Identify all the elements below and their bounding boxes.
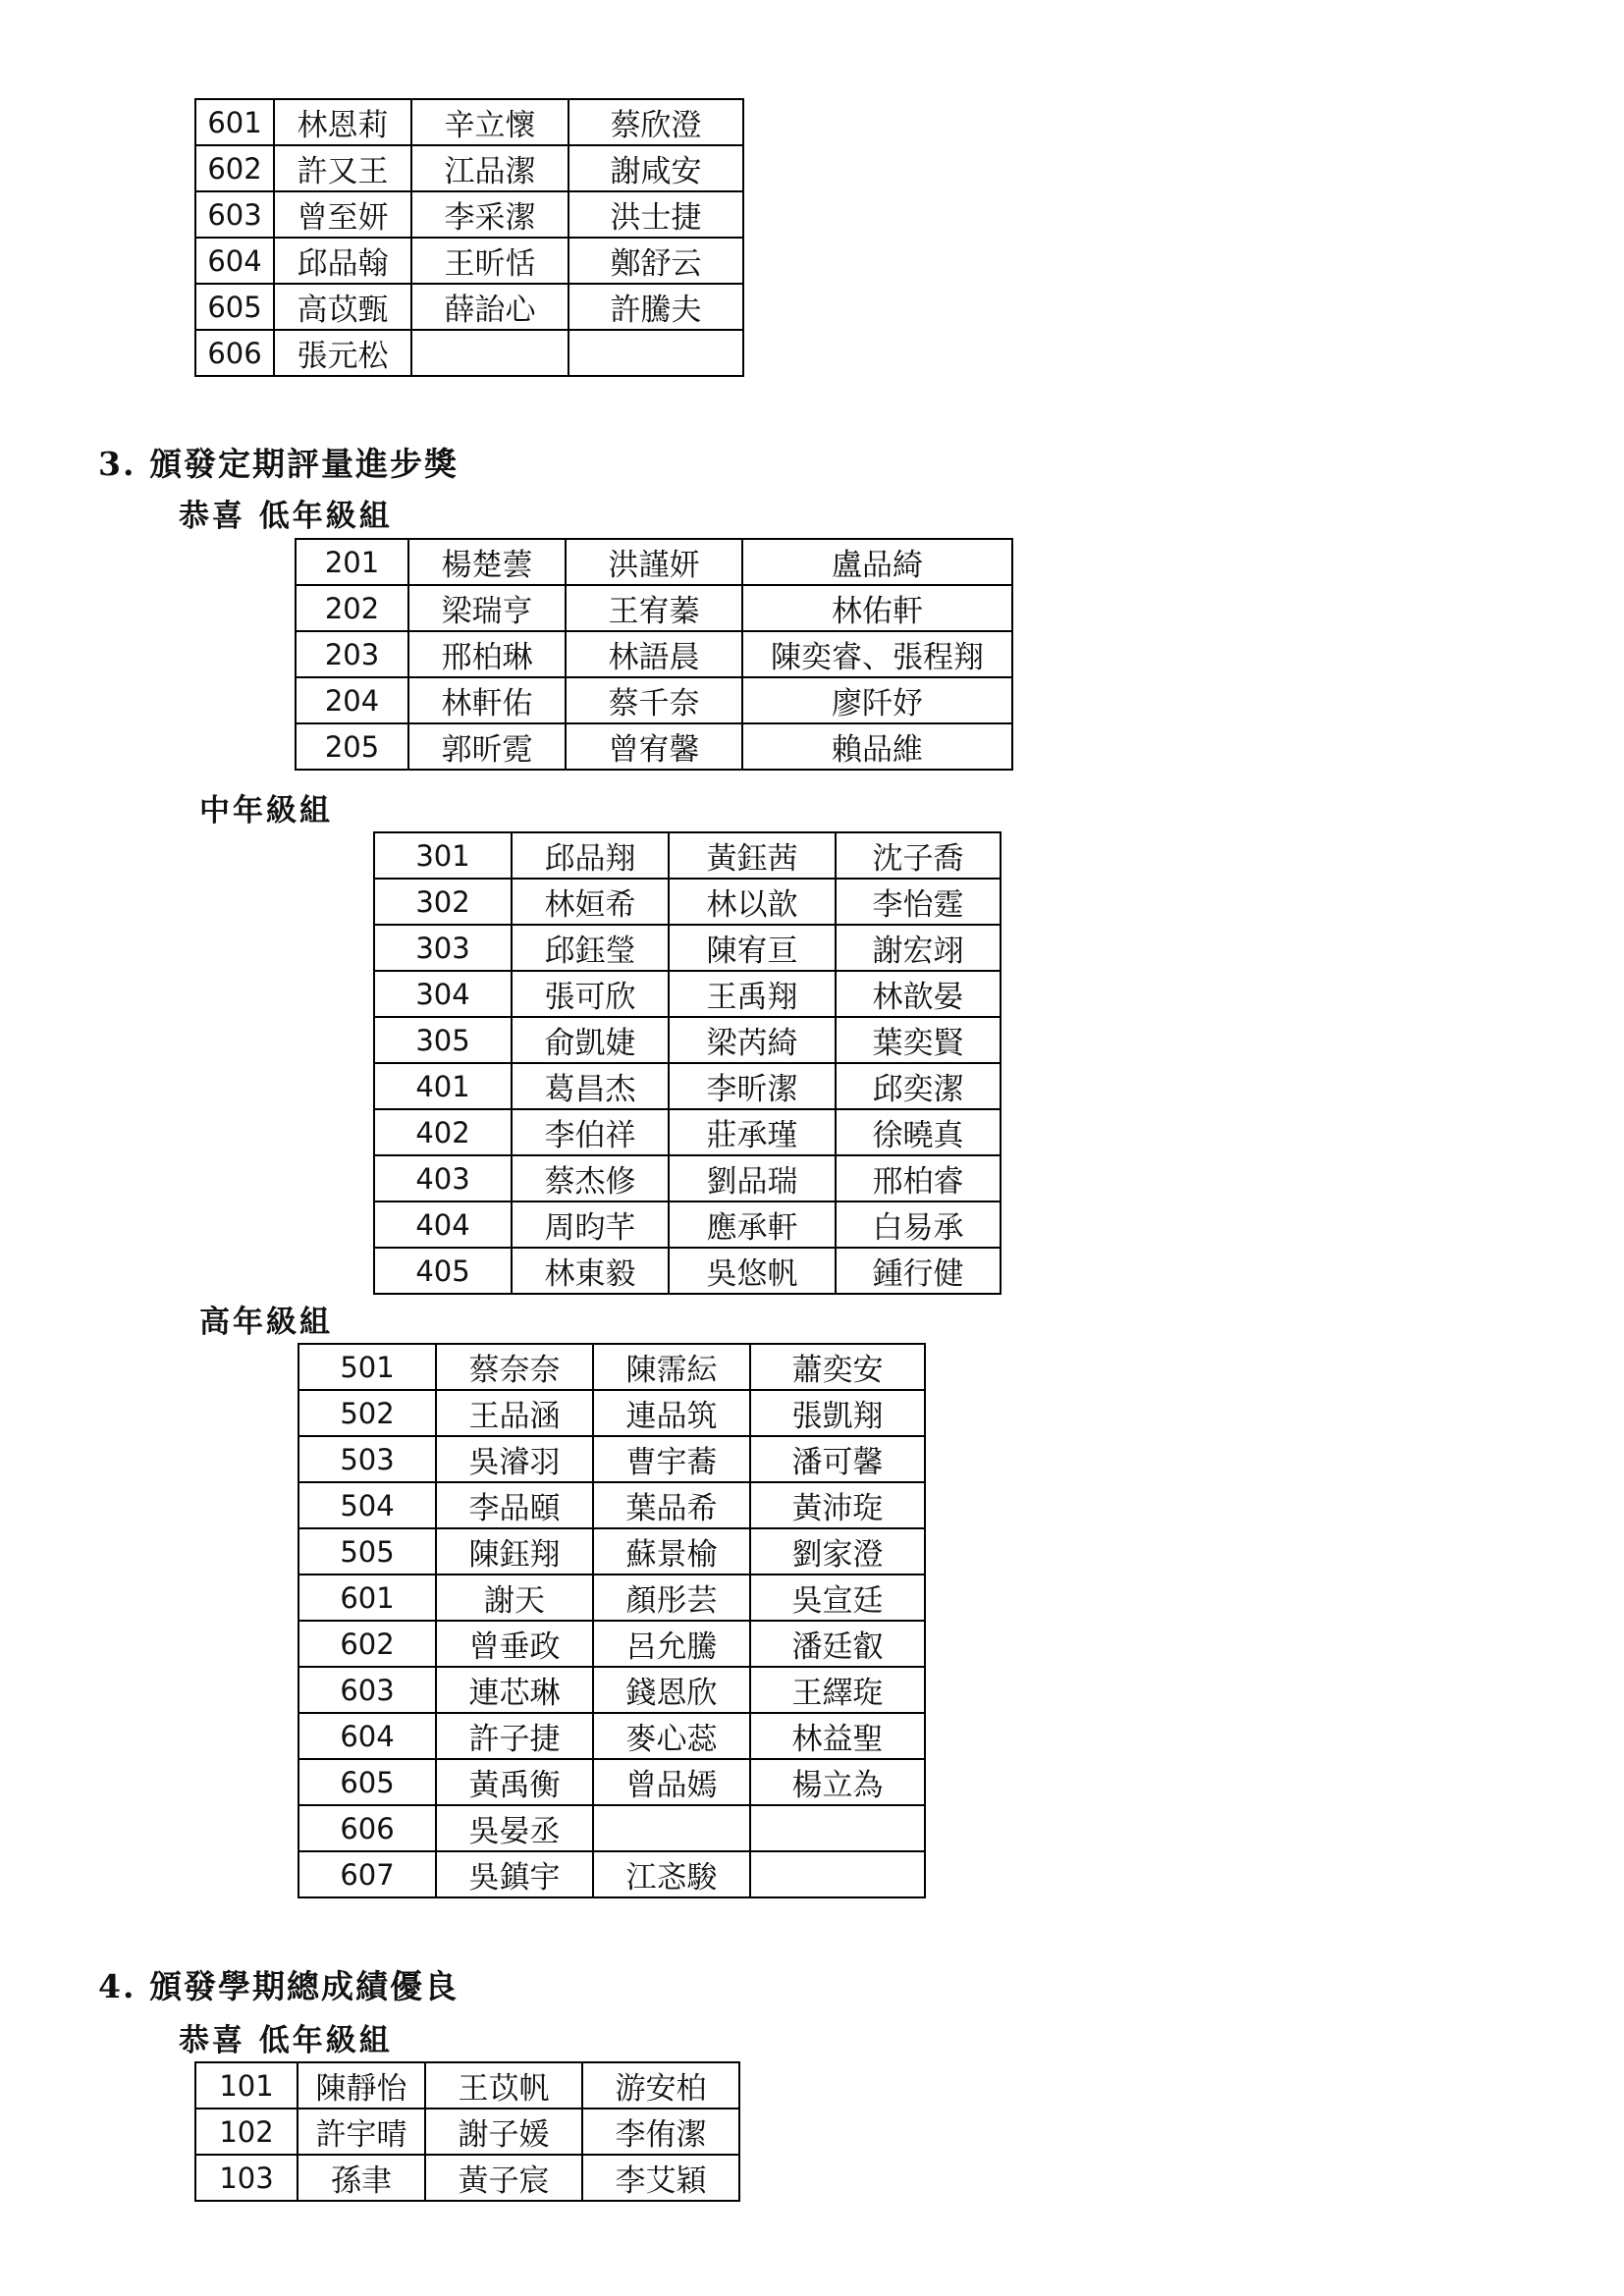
student-name-cell: 莊承瑾 — [669, 1109, 836, 1155]
section-3-low-grade-label: 恭喜 低年級組 — [179, 499, 393, 534]
class-number-cell: 404 — [374, 1201, 512, 1248]
student-name-cell: 王昕恬 — [411, 238, 568, 284]
student-name-cell: 賴品維 — [742, 723, 1012, 770]
section-3-mid-grade-label: 中年級組 — [199, 793, 333, 828]
table-row — [298, 1575, 925, 1621]
class-number-cell: 405 — [374, 1248, 512, 1294]
student-name-cell: 林語晨 — [566, 631, 742, 677]
table-row — [298, 1759, 925, 1805]
student-name-cell: 盧品綺 — [742, 539, 1012, 585]
student-name-cell: 沈子喬 — [836, 832, 1001, 879]
class-number-cell: 504 — [298, 1482, 436, 1528]
section-3-heading: 3. 頒發定期評量進步獎 — [98, 445, 459, 483]
student-name-cell: 潘廷叡 — [750, 1621, 925, 1667]
table-row — [374, 1063, 1001, 1109]
student-name-cell: 楊楚蕓 — [408, 539, 566, 585]
table-row — [374, 1017, 1001, 1063]
student-name-cell: 梁瑞亨 — [408, 585, 566, 631]
class-number-cell: 601 — [298, 1575, 436, 1621]
table-row — [298, 1621, 925, 1667]
table-row — [296, 723, 1012, 770]
student-name-cell: 蔡千奈 — [566, 677, 742, 723]
table-row — [374, 971, 1001, 1017]
student-name-cell: 蔡杰修 — [512, 1155, 669, 1201]
student-name-cell: 江品潔 — [411, 145, 568, 191]
student-name-cell: 林益聖 — [750, 1713, 925, 1759]
class-number-cell: 403 — [374, 1155, 512, 1201]
student-name-cell: 黃子宸 — [425, 2155, 582, 2201]
table-row — [296, 631, 1012, 677]
table-row — [195, 2062, 739, 2109]
student-name-cell: 林以歆 — [669, 879, 836, 925]
student-name-cell: 江忞駿 — [593, 1851, 750, 1897]
student-name-cell: 鄭舒云 — [568, 238, 743, 284]
student-name-cell: 吳晏丞 — [436, 1805, 593, 1851]
student-name-cell: 楊立為 — [750, 1759, 925, 1805]
table-row — [298, 1667, 925, 1713]
student-name-cell: 張可欣 — [512, 971, 669, 1017]
table-row — [195, 145, 743, 191]
student-name-cell: 李怡霆 — [836, 879, 1001, 925]
student-name-cell: 陳霈紜 — [593, 1344, 750, 1390]
class-number-cell: 303 — [374, 925, 512, 971]
table-row — [298, 1528, 925, 1575]
class-number-cell: 501 — [298, 1344, 436, 1390]
student-name-cell: 李艾穎 — [582, 2155, 739, 2201]
class-number-cell: 605 — [298, 1759, 436, 1805]
table-row — [374, 879, 1001, 925]
section-3-high-grade-label: 高年級組 — [199, 1305, 333, 1340]
class-number-cell: 204 — [296, 677, 408, 723]
student-name-cell: 劉家澄 — [750, 1528, 925, 1575]
student-name-cell: 林歆晏 — [836, 971, 1001, 1017]
student-name-cell: 曾品嫣 — [593, 1759, 750, 1805]
class-number-cell: 203 — [296, 631, 408, 677]
table-row — [298, 1713, 925, 1759]
table-row — [195, 330, 743, 376]
student-name-cell: 邢柏琳 — [408, 631, 566, 677]
student-name-cell: 呂允騰 — [593, 1621, 750, 1667]
table-row — [298, 1390, 925, 1436]
student-name-cell: 應承軒 — [669, 1201, 836, 1248]
table-row — [298, 1344, 925, 1390]
class-number-cell: 205 — [296, 723, 408, 770]
table-row — [296, 677, 1012, 723]
table-row — [298, 1436, 925, 1482]
student-name-cell: 林佑軒 — [742, 585, 1012, 631]
table-row — [374, 1201, 1001, 1248]
student-name-cell: 連芯琳 — [436, 1667, 593, 1713]
student-name-cell: 葉品希 — [593, 1482, 750, 1528]
student-name-cell: 李昕潔 — [669, 1063, 836, 1109]
student-name-cell: 麥心蕊 — [593, 1713, 750, 1759]
student-name-cell: 王繹琁 — [750, 1667, 925, 1713]
student-name-cell: 曾至妍 — [274, 191, 411, 238]
class-number-cell: 602 — [298, 1621, 436, 1667]
student-name-cell: 游安柏 — [582, 2062, 739, 2109]
student-name-cell: 許子捷 — [436, 1713, 593, 1759]
student-name-cell: 蕭奕安 — [750, 1344, 925, 1390]
student-name-cell — [568, 330, 743, 376]
student-name-cell: 許騰夫 — [568, 284, 743, 330]
class-number-cell: 606 — [298, 1805, 436, 1851]
student-name-cell: 吳悠帆 — [669, 1248, 836, 1294]
award-table-semester-low-grade — [194, 2061, 740, 2202]
table-row — [195, 2109, 739, 2155]
class-number-cell: 103 — [195, 2155, 298, 2201]
student-name-cell: 陳宥亘 — [669, 925, 836, 971]
class-number-cell: 604 — [298, 1713, 436, 1759]
student-name-cell: 俞凱婕 — [512, 1017, 669, 1063]
table-row — [195, 2155, 739, 2201]
table-row — [374, 1109, 1001, 1155]
student-name-cell: 黃禹衡 — [436, 1759, 593, 1805]
table-row — [298, 1805, 925, 1851]
student-name-cell: 林軒佑 — [408, 677, 566, 723]
class-number-cell: 603 — [195, 191, 274, 238]
class-number-cell: 402 — [374, 1109, 512, 1155]
student-name-cell: 林恩莉 — [274, 99, 411, 145]
student-name-cell: 吳宣廷 — [750, 1575, 925, 1621]
class-number-cell: 305 — [374, 1017, 512, 1063]
student-name-cell: 連品筑 — [593, 1390, 750, 1436]
student-name-cell — [750, 1805, 925, 1851]
student-name-cell: 謝宏翊 — [836, 925, 1001, 971]
student-name-cell: 顏彤芸 — [593, 1575, 750, 1621]
student-name-cell: 周昀芊 — [512, 1201, 669, 1248]
student-name-cell: 王苡帆 — [425, 2062, 582, 2109]
table-row — [195, 191, 743, 238]
student-name-cell: 郭昕霓 — [408, 723, 566, 770]
class-number-cell: 603 — [298, 1667, 436, 1713]
award-table-low-grade — [295, 538, 1013, 771]
student-name-cell: 李侑潔 — [582, 2109, 739, 2155]
student-name-cell: 辛立懷 — [411, 99, 568, 145]
table-row — [298, 1482, 925, 1528]
student-name-cell: 張元松 — [274, 330, 411, 376]
student-name-cell: 邱鈺瑩 — [512, 925, 669, 971]
class-number-cell: 302 — [374, 879, 512, 925]
student-name-cell: 王宥蓁 — [566, 585, 742, 631]
award-table-continued — [194, 98, 744, 377]
student-name-cell: 鍾行健 — [836, 1248, 1001, 1294]
student-name-cell: 許又王 — [274, 145, 411, 191]
student-name-cell: 蘇景榆 — [593, 1528, 750, 1575]
student-name-cell: 邢柏睿 — [836, 1155, 1001, 1201]
student-name-cell: 謝天 — [436, 1575, 593, 1621]
class-number-cell: 502 — [298, 1390, 436, 1436]
student-name-cell: 黃鈺茜 — [669, 832, 836, 879]
student-name-cell — [750, 1851, 925, 1897]
class-number-cell: 604 — [195, 238, 274, 284]
class-number-cell: 201 — [296, 539, 408, 585]
class-number-cell: 505 — [298, 1528, 436, 1575]
section-4-heading: 4. 頒發學期總成績優良 — [98, 1967, 459, 2005]
table-row — [195, 284, 743, 330]
table-row — [298, 1851, 925, 1897]
class-number-cell: 503 — [298, 1436, 436, 1482]
student-name-cell: 張凱翔 — [750, 1390, 925, 1436]
student-name-cell: 梁芮綺 — [669, 1017, 836, 1063]
student-name-cell: 洪謹妍 — [566, 539, 742, 585]
class-number-cell: 607 — [298, 1851, 436, 1897]
award-table-mid-grade — [373, 831, 1001, 1295]
student-name-cell: 邱品翰 — [274, 238, 411, 284]
table-row — [296, 585, 1012, 631]
student-name-cell: 葛昌杰 — [512, 1063, 669, 1109]
student-name-cell: 邱奕潔 — [836, 1063, 1001, 1109]
student-name-cell: 曹宇蕎 — [593, 1436, 750, 1482]
student-name-cell: 謝咸安 — [568, 145, 743, 191]
table-row — [374, 925, 1001, 971]
table-row — [195, 238, 743, 284]
table-row — [374, 832, 1001, 879]
student-name-cell: 葉奕賢 — [836, 1017, 1001, 1063]
class-number-cell: 602 — [195, 145, 274, 191]
table-row — [374, 1155, 1001, 1201]
student-name-cell: 謝子媛 — [425, 2109, 582, 2155]
award-table-high-grade — [298, 1343, 926, 1898]
table-row — [195, 99, 743, 145]
student-name-cell: 蔡欣澄 — [568, 99, 743, 145]
student-name-cell: 陳鈺翔 — [436, 1528, 593, 1575]
class-number-cell: 606 — [195, 330, 274, 376]
student-name-cell: 林東毅 — [512, 1248, 669, 1294]
student-name-cell: 劉品瑞 — [669, 1155, 836, 1201]
student-name-cell: 吳濬羽 — [436, 1436, 593, 1482]
student-name-cell: 許宇晴 — [298, 2109, 425, 2155]
table-row — [296, 539, 1012, 585]
student-name-cell: 潘可馨 — [750, 1436, 925, 1482]
student-name-cell: 林姮希 — [512, 879, 669, 925]
class-number-cell: 605 — [195, 284, 274, 330]
student-name-cell: 李品頤 — [436, 1482, 593, 1528]
student-name-cell — [411, 330, 568, 376]
student-name-cell: 陳靜怡 — [298, 2062, 425, 2109]
student-name-cell: 曾垂政 — [436, 1621, 593, 1667]
section-4-low-grade-label: 恭喜 低年級組 — [179, 2023, 393, 2058]
student-name-cell: 徐曉真 — [836, 1109, 1001, 1155]
student-name-cell: 薛詒心 — [411, 284, 568, 330]
student-name-cell: 邱品翔 — [512, 832, 669, 879]
class-number-cell: 202 — [296, 585, 408, 631]
student-name-cell: 廖阡妤 — [742, 677, 1012, 723]
student-name-cell: 李伯祥 — [512, 1109, 669, 1155]
student-name-cell: 曾宥馨 — [566, 723, 742, 770]
student-name-cell: 白易承 — [836, 1201, 1001, 1248]
class-number-cell: 401 — [374, 1063, 512, 1109]
student-name-cell: 王禹翔 — [669, 971, 836, 1017]
class-number-cell: 101 — [195, 2062, 298, 2109]
student-name-cell: 黃沛琁 — [750, 1482, 925, 1528]
student-name-cell: 吳鎮宇 — [436, 1851, 593, 1897]
student-name-cell: 孫聿 — [298, 2155, 425, 2201]
class-number-cell: 601 — [195, 99, 274, 145]
student-name-cell: 王品涵 — [436, 1390, 593, 1436]
student-name-cell — [593, 1805, 750, 1851]
table-row — [374, 1248, 1001, 1294]
student-name-cell: 洪士捷 — [568, 191, 743, 238]
class-number-cell: 301 — [374, 832, 512, 879]
student-name-cell: 錢恩欣 — [593, 1667, 750, 1713]
student-name-cell: 高苡甄 — [274, 284, 411, 330]
student-name-cell: 陳奕睿、張程翔 — [742, 631, 1012, 677]
student-name-cell: 蔡奈奈 — [436, 1344, 593, 1390]
class-number-cell: 102 — [195, 2109, 298, 2155]
class-number-cell: 304 — [374, 971, 512, 1017]
student-name-cell: 李采潔 — [411, 191, 568, 238]
